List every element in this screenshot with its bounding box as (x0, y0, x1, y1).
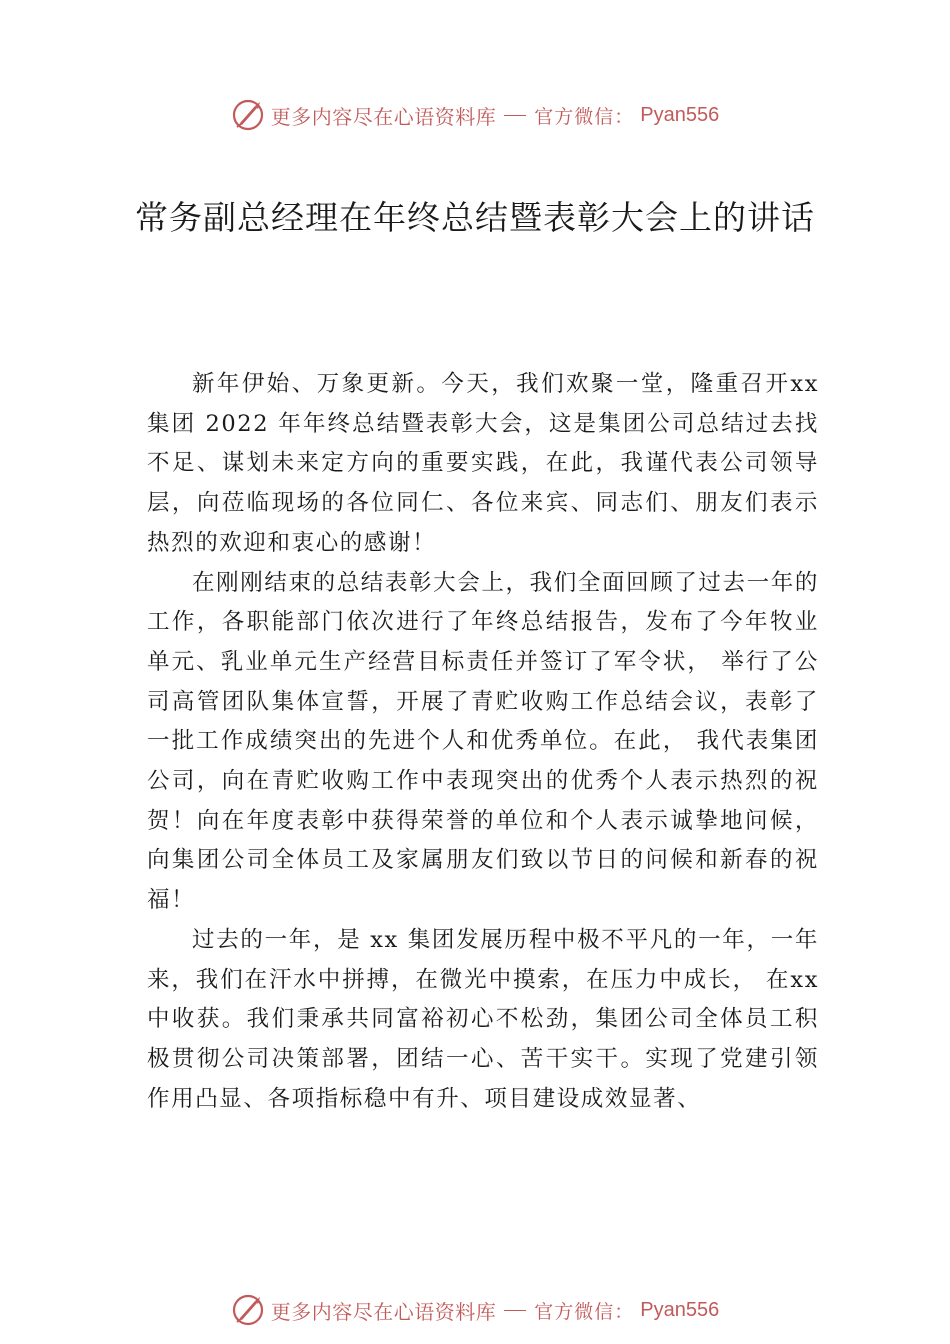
quill-pen-logo-icon (231, 1293, 265, 1327)
paragraph: 新年伊始、万象更新。今天，我们欢聚一堂，隆重召开xx 集团 2022 年年终总结暨表彰大会，这是集团公司总结过去找不足、谋划未来定方向的重要实践，在此，我谨代表公司领导层，向莅临现场的各位同仁、各位来宾、同志们、朋友们表示热烈的欢迎和衷心的感谢！ (147, 371, 819, 556)
document-title: 常务副总经理在年终总结暨表彰大会上的讲话 (135, 198, 815, 237)
footer-watermark (0, 1290, 950, 1330)
watermark-contact-label: 官方微信： (534, 105, 635, 128)
paragraph: 过去的一年，是 xx 集团发展历程中极不平凡的一年，一年来，我们在汗水中拼搏，在微光中摸索，在压力中成长， 在xx 中收获。我们秉承共同富裕初心不松劲，集团公司全体员工积极贯彻公司决策部署，团结一心、苦干实干。实现了党建引领作用凸显、各项指标稳中有升、项目建设成效显著、 (147, 926, 819, 1112)
document-body (147, 365, 819, 1119)
watermark-site-text: 更多内容尽在心语资料库 (270, 1299, 497, 1324)
paragraph: 在刚刚结束的总结表彰大会上，我们全面回顾了过去一年的工作，各职能部门依次进行了年终总结报告，发布了今年牧业单元、乳业单元生产经营目标责任并签订了军令状， 举行了公司高管团队集体宣誓，开展了青贮收购工作总结会议，表彰了一批工作成绩突出的先进个人和优秀单位。在此， 我代表集团公司，向在青贮收购工作中表现突出的优秀个人表示热烈的祝贺！向在年度表彰中获得荣誉的单位和个人表示诚挚地问候，向集团公司全体员工及家属朋友们致以节日的问候和新春的祝福！ (147, 569, 819, 914)
watermark-site-text: 更多内容尽在心语资料库 (270, 104, 497, 129)
watermark-contact-label: 官方微信： (534, 1300, 635, 1323)
watermark-dash (504, 1310, 526, 1311)
quill-pen-logo-icon (231, 98, 265, 132)
watermark-dash (504, 115, 526, 116)
watermark-contact-id: Pyan556 (640, 1298, 720, 1321)
watermark-contact-id: Pyan556 (640, 103, 720, 126)
header-watermark (0, 95, 950, 135)
